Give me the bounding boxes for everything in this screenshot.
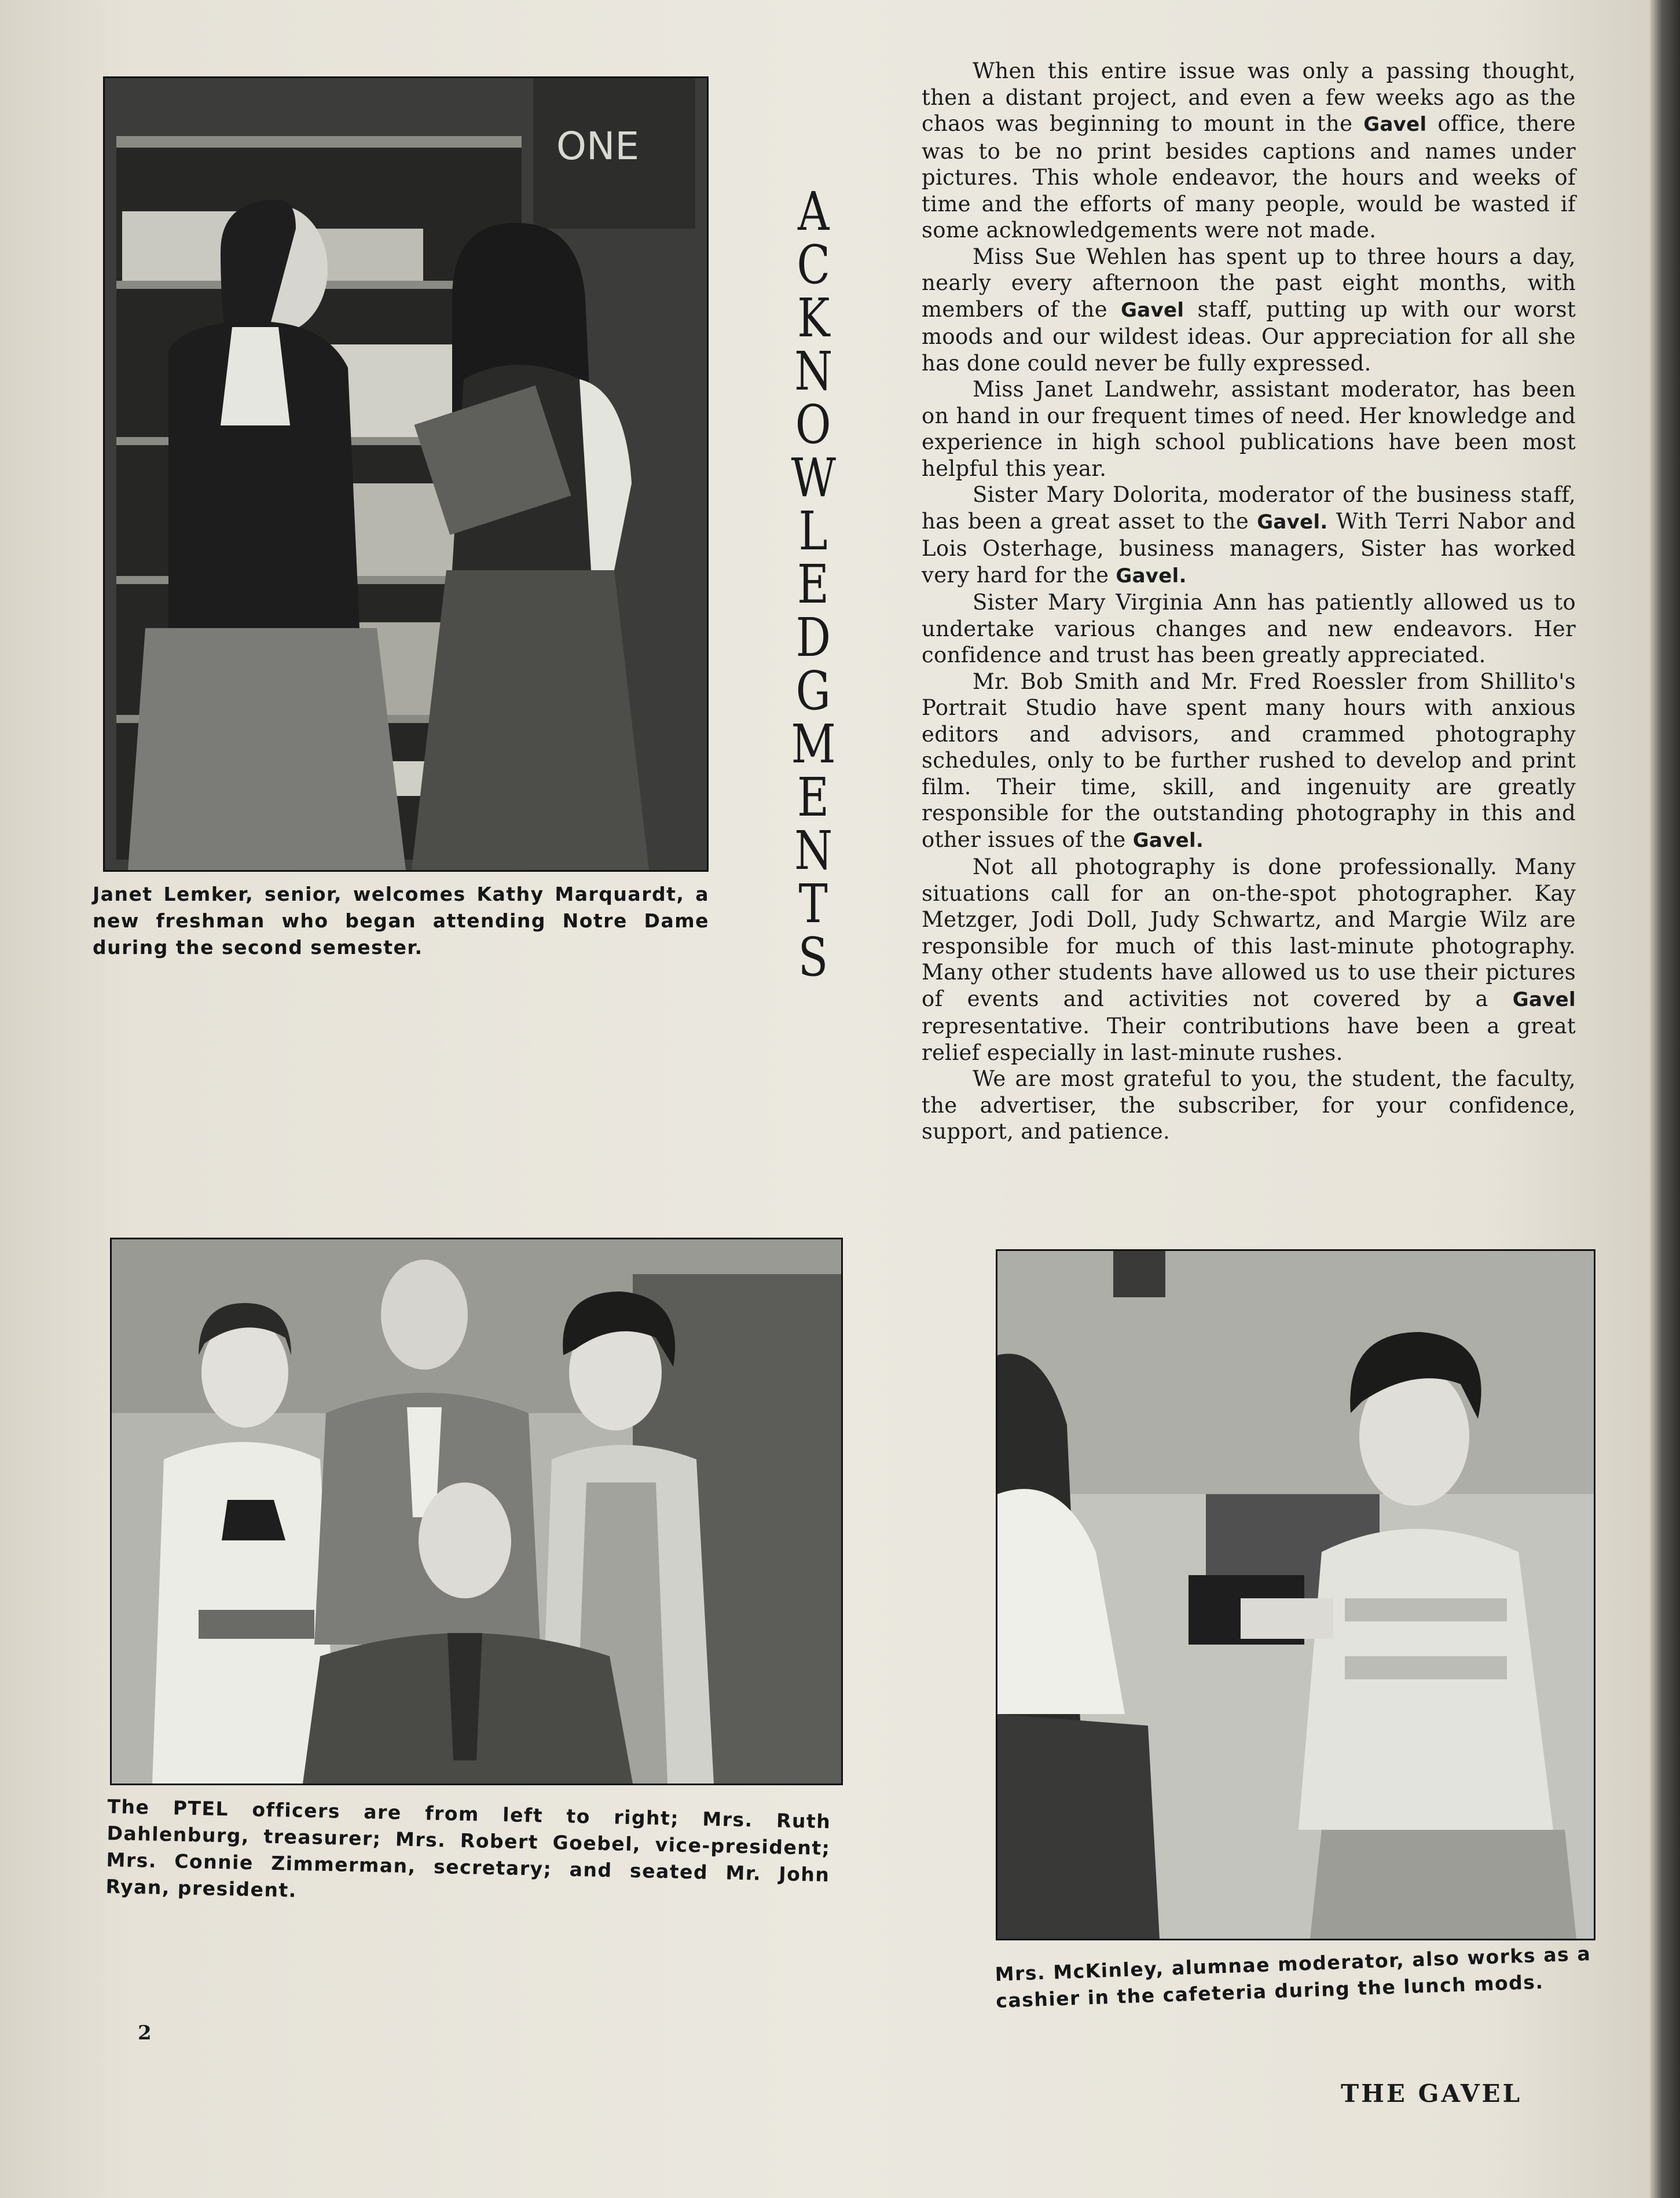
ptel-officers-photo — [110, 1238, 843, 1785]
gavel-name: Gavel. — [1132, 828, 1204, 852]
gavel-name: Gavel — [1121, 298, 1184, 322]
cashier-photo — [996, 1249, 1595, 1940]
heading-letter: C — [797, 234, 830, 296]
heading-letter: K — [797, 287, 830, 349]
heading-letter: M — [791, 713, 836, 775]
article-paragraph: Miss Sue Wehlen has spent up to three hours a day, nearly every afternoon the past eight months, with members of the Gavel staff, putting up with our worst moods and our wildest ideas. Our appreciation for all she has done could never be fully expressed. — [922, 244, 1576, 376]
library-photo — [103, 76, 709, 872]
article-paragraph: Mr. Bob Smith and Mr. Fred Roessler from Shillito's Portrait Studio have spent many hours with anxious editors and advisors, and crammed photography schedules, only to be further rushed to develop and print film. Their time, skill, and ingenuity are greatly responsible for the outstanding photography in this and other issues of the Gavel. — [922, 669, 1576, 852]
heading-letter: E — [797, 553, 830, 615]
article-paragraph: Not all photography is done professionally. Many situations call for an on-the-spot photographer. Kay Metzger, Jodi Doll, Judy Schwartz, and Margie Wilz are responsible for much of this last-minute photography. Many other students have allowed us to use their pictures of events and activities not covered by a Gavel representative. Their contributions have been a great relief especially in last-minute rushes. — [922, 854, 1576, 1065]
heading-letter: W — [791, 447, 836, 509]
heading-letter: E — [797, 766, 830, 828]
gavel-name: Gavel. — [1257, 510, 1328, 534]
cashier-caption: Mrs. McKinley, alumnae moderator, also works as a cashier in the cafeteria during the lunch mods. — [995, 1942, 1591, 2012]
page-edge — [1650, 0, 1680, 2198]
article-paragraph: We are most grateful to you, the student, the faculty, the advertiser, the subscriber, for your confidence, support, and patience. — [922, 1066, 1576, 1144]
heading-letter: O — [795, 394, 831, 456]
ptel-officers-image — [112, 1239, 841, 1784]
heading-letter: G — [795, 660, 831, 722]
gavel-name: Gavel — [1363, 113, 1427, 136]
banner-text: ONE — [556, 124, 640, 168]
gavel-name: Gavel — [1512, 988, 1576, 1011]
gavel-name: Gavel. — [1116, 564, 1187, 588]
ptel-caption: The PTEL officers are from left to right; Mrs. Ruth Dahlenburg, treasurer; Mrs. Robert Goebel, vice-president; Mrs. Connie Zimmerman, secretary; and seated Mr. John Ryan, president. — [105, 1795, 831, 1902]
heading-letter: A — [797, 181, 830, 243]
heading-letter: N — [794, 340, 833, 402]
heading-letter: D — [795, 607, 831, 669]
footer-publication-title: THE GAVEL — [1341, 2079, 1523, 2108]
library-photo-image — [105, 78, 707, 870]
library-caption: Janet Lemker, senior, welcomes Kathy Marquardt, a new freshman who began attending Notre Dame during the second semester. — [93, 883, 709, 959]
article-paragraph: When this entire issue was only a passing thought, then a distant project, and even a few weeks ago as the chaos was beginning to mount in the Gavel office, there was to be no print besides captions and names under pictures. This whole endeavor, the hours and weeks of time and the efforts of many people, would be wasted if some acknowledgements were not made. — [922, 58, 1576, 243]
article-paragraph: Sister Mary Dolorita, moderator of the business staff, has been a great asset to the Gavel. With Terri Nabor and Lois Osterhage, business managers, Sister has worked very hard for the Gavel. — [922, 482, 1576, 588]
cashier-image — [997, 1251, 1594, 1939]
heading-letter: T — [798, 873, 828, 935]
acknowledgments-heading — [782, 181, 845, 988]
acknowledgments-article — [922, 58, 1576, 1145]
page-number: 2 — [138, 2021, 152, 2045]
heading-letter: N — [794, 820, 833, 882]
article-paragraph: Sister Mary Virginia Ann has patiently allowed us to undertake various changes and new endeavors. Her confidence and trust has been greatly appreciated. — [922, 590, 1576, 667]
article-paragraph: Miss Janet Landwehr, assistant moderator, has been on hand in our frequent times of need. Her knowledge and experience in high school publications have been most helpful this year. — [922, 377, 1576, 481]
heading-letter: L — [798, 500, 828, 562]
heading-letter: S — [798, 926, 828, 988]
